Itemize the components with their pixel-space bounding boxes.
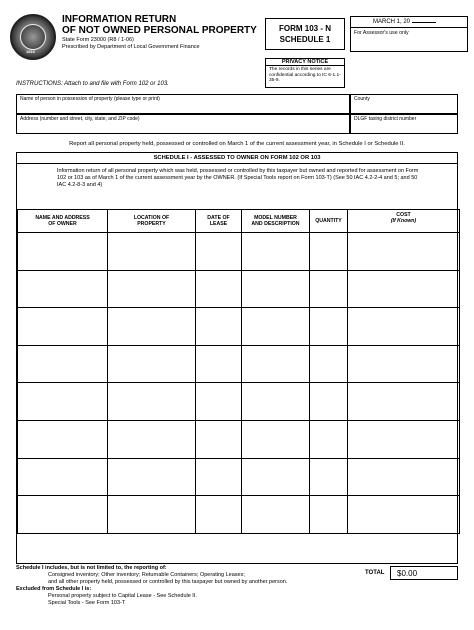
table-cell[interactable] xyxy=(242,496,310,534)
table-cell[interactable] xyxy=(348,233,460,271)
included-line-1: Consigned inventory; Other inventory; Returnable Containers; Operating Leases; xyxy=(48,572,245,578)
table-cell[interactable] xyxy=(310,420,348,458)
table-cell[interactable] xyxy=(18,270,108,308)
assessment-date-label: MARCH 1, 20 xyxy=(373,19,411,25)
address-label: Address (number and street, city, state, and ZIP code) xyxy=(20,116,140,122)
total-field[interactable]: $0.00 xyxy=(390,566,458,580)
assessment-date[interactable] xyxy=(351,17,467,28)
state-seal xyxy=(10,14,56,60)
table-cell[interactable] xyxy=(18,233,108,271)
table-cell[interactable] xyxy=(196,270,242,308)
table-cell[interactable] xyxy=(196,233,242,271)
table-cell[interactable] xyxy=(18,420,108,458)
table-cell[interactable] xyxy=(242,270,310,308)
table-cell[interactable] xyxy=(108,345,196,383)
report-note: Report all personal property held, possessed or controlled on March 1 of the current assessment year, in Schedule I or Schedule II. xyxy=(69,141,405,147)
table-cell[interactable] xyxy=(310,233,348,271)
table-cell[interactable] xyxy=(242,345,310,383)
address-field[interactable] xyxy=(16,114,350,134)
county-field[interactable] xyxy=(350,94,458,114)
privacy-notice xyxy=(265,58,345,88)
dlgf-district-field[interactable] xyxy=(350,114,458,134)
assessor-use-label: For Assessor's use only xyxy=(354,30,409,36)
table-cell[interactable] xyxy=(242,383,310,421)
table-row xyxy=(18,383,460,421)
table-cell[interactable] xyxy=(108,383,196,421)
property-table xyxy=(17,209,460,534)
table-cell[interactable] xyxy=(196,383,242,421)
table-cell[interactable] xyxy=(310,383,348,421)
col-header-cost: COST (If Known) xyxy=(348,210,460,233)
table-cell[interactable] xyxy=(18,458,108,496)
state-form-id: State Form 23000 (R8 / 1-06) xyxy=(62,37,134,43)
col-header-owner: NAME AND ADDRESS OF OWNER xyxy=(18,210,108,233)
form-title xyxy=(62,14,257,51)
table-cell[interactable] xyxy=(242,308,310,346)
table-row xyxy=(18,270,460,308)
title-line-2: OF NOT OWNED PERSONAL PROPERTY xyxy=(62,25,257,36)
table-cell[interactable] xyxy=(108,496,196,534)
table-cell[interactable] xyxy=(310,496,348,534)
footer-notes xyxy=(16,565,287,607)
table-cell[interactable] xyxy=(18,345,108,383)
excluded-heading: Excluded from Schedule I is: xyxy=(16,586,92,592)
table-cell[interactable] xyxy=(196,496,242,534)
table-cell[interactable] xyxy=(196,345,242,383)
table-cell[interactable] xyxy=(310,345,348,383)
table-cell[interactable] xyxy=(348,420,460,458)
col-header-location: LOCATION OF PROPERTY xyxy=(108,210,196,233)
prescribed-by: Prescribed by Department of Local Government Finance xyxy=(62,44,200,50)
table-cell[interactable] xyxy=(242,420,310,458)
table-cell[interactable] xyxy=(18,383,108,421)
name-field[interactable] xyxy=(16,94,350,114)
form-number-box xyxy=(265,18,345,50)
table-header-row xyxy=(18,210,460,233)
table-cell[interactable] xyxy=(310,308,348,346)
table-cell[interactable] xyxy=(108,308,196,346)
schedule-heading: SCHEDULE I - ASSESSED TO OWNER ON FORM 102 OR 103 xyxy=(17,153,457,164)
assessment-date-box xyxy=(350,16,468,52)
table-row xyxy=(18,233,460,271)
col-header-model: MODEL NUMBER AND DESCRIPTION xyxy=(242,210,310,233)
privacy-text: The records in this series are confidential according to IC 6-1.1-35-9. xyxy=(269,67,341,83)
dlgf-label: DLGF taxing district number xyxy=(354,116,417,122)
year-blank[interactable] xyxy=(412,22,436,23)
schedule-number: SCHEDULE 1 xyxy=(279,35,331,44)
seal-emblem xyxy=(20,24,46,50)
table-cell[interactable] xyxy=(108,233,196,271)
schedule-i xyxy=(16,152,458,564)
schedule-description: Information return of all personal property which was held, possessed or controlled by this taxpayer but owned and reported for assessment on Form 102 or 103 as of March 1 of the current assessment year by the OWNER. (If Special Tools report on Form 103-T) (See 50 IAC 4.2-2-4 and 5; and 50 IAC 4.2-8-3 and 4) xyxy=(57,168,419,188)
table-row xyxy=(18,345,460,383)
table-cell[interactable] xyxy=(310,270,348,308)
table-cell[interactable] xyxy=(242,458,310,496)
table-cell[interactable] xyxy=(196,458,242,496)
title-line-1: INFORMATION RETURN xyxy=(62,14,177,25)
included-heading: Schedule I includes, but is not limited to, the reporting of: xyxy=(16,565,167,571)
table-cell[interactable] xyxy=(196,420,242,458)
table-row xyxy=(18,308,460,346)
seal-year: 1816 xyxy=(26,49,35,54)
table-cell[interactable] xyxy=(18,496,108,534)
table-cell[interactable] xyxy=(348,496,460,534)
table-row xyxy=(18,458,460,496)
table-cell[interactable] xyxy=(348,308,460,346)
table-cell[interactable] xyxy=(348,458,460,496)
total-label: TOTAL xyxy=(365,570,385,576)
privacy-heading: PRIVACY NOTICE xyxy=(266,59,344,66)
table-row xyxy=(18,496,460,534)
excluded-line-2: Special Tools - See Form 103-T xyxy=(48,600,126,606)
table-cell[interactable] xyxy=(108,420,196,458)
table-cell[interactable] xyxy=(348,270,460,308)
table-cell[interactable] xyxy=(18,308,108,346)
instructions: INSTRUCTIONS: Attach to and file with Form 102 or 103. xyxy=(16,81,169,87)
table-cell[interactable] xyxy=(310,458,348,496)
form-number: FORM 103 - N xyxy=(278,24,331,33)
table-cell[interactable] xyxy=(348,383,460,421)
table-cell[interactable] xyxy=(348,345,460,383)
included-line-2: and all other property held, possessed or controlled by this taxpayer but owned by another person. xyxy=(48,579,288,585)
name-label: Name of person in possession of property (please type or print) xyxy=(20,96,160,102)
table-cell[interactable] xyxy=(108,270,196,308)
excluded-line-1: Personal property subject to Capital Lease - See Schedule II. xyxy=(48,593,197,599)
col-header-lease-date: DATE OF LEASE xyxy=(196,210,242,233)
table-cell[interactable] xyxy=(242,233,310,271)
col-header-quantity: QUANTITY xyxy=(310,210,348,233)
table-row xyxy=(18,420,460,458)
county-label: County xyxy=(354,96,370,102)
table-cell[interactable] xyxy=(196,308,242,346)
table-cell[interactable] xyxy=(108,458,196,496)
